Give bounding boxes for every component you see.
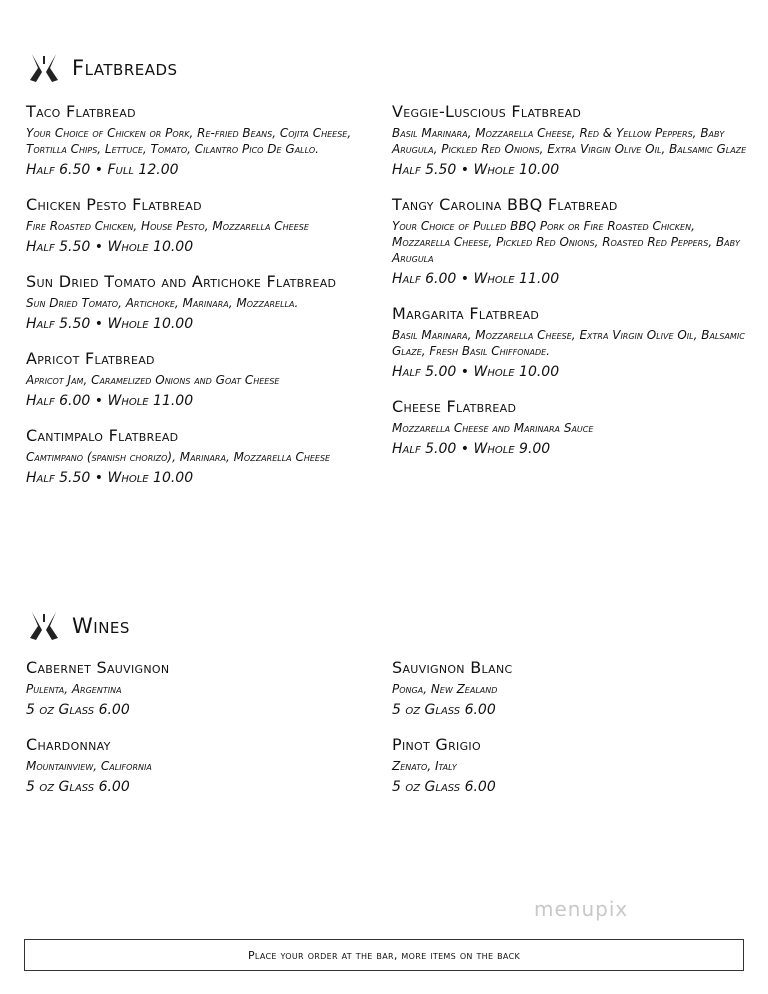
wines-header (26, 608, 130, 644)
wines-right-column (392, 658, 752, 812)
menu-item (392, 102, 752, 179)
item-description: Ponga, New Zealand (392, 682, 498, 696)
menu-item (26, 272, 386, 333)
item-name: Tangy Carolina BBQ Flatbread (392, 195, 618, 214)
item-price: Half 6.00 • Whole 11.00 (392, 271, 560, 287)
crossed-utensils-icon (26, 608, 62, 644)
item-description: Mountainview, California (26, 759, 152, 773)
item-price: Half 5.00 • Whole 10.00 (392, 364, 560, 380)
item-price: 5 oz Glass 6.00 (392, 779, 496, 795)
menu-item (392, 195, 752, 288)
item-name: Cantimpalo Flatbread (26, 426, 179, 445)
item-description: Zenato, Italy (392, 759, 457, 773)
item-name: Cheese Flatbread (392, 397, 517, 416)
item-description: Sun Dried Tomato, Artichoke, Marinara, Mozzarella. (26, 296, 299, 310)
item-name: Chardonnay (26, 735, 111, 754)
item-name: Sun Dried Tomato and Artichoke Flatbread (26, 272, 337, 291)
item-name: Sauvignon Blanc (392, 658, 513, 677)
item-description: Your Choice of Pulled BBQ Pork or Fire Roasted Chicken, Mozzarella Cheese, Pickled Red Onions, Roasted Red Peppers, Baby Arugula (392, 219, 740, 265)
section-title: Wines (72, 614, 130, 638)
menu-item (26, 426, 386, 487)
item-description: Fire Roasted Chicken, House Pesto, Mozzarella Cheese (26, 219, 309, 233)
footer-text: Place your order at the bar, more items on the back (248, 948, 520, 962)
item-price: Half 5.00 • Whole 9.00 (392, 441, 551, 457)
section-title: Flatbreads (72, 56, 178, 80)
menu-item (26, 349, 386, 410)
item-price: 5 oz Glass 6.00 (26, 702, 130, 718)
menu-item (26, 102, 386, 179)
item-name: Cabernet Sauvignon (26, 658, 170, 677)
item-name: Chicken Pesto Flatbread (26, 195, 202, 214)
item-name: Taco Flatbread (26, 102, 136, 121)
item-description: Your Choice of Chicken or Pork, Re-fried Beans, Cojita Cheese, Tortilla Chips, Lettuce, Tomato, Cilantro Pico De Gallo. (26, 126, 352, 156)
item-price: Half 5.50 • Whole 10.00 (26, 470, 194, 486)
footer-note (24, 939, 744, 971)
menu-item (392, 658, 752, 719)
item-description: Apricot Jam, Caramelized Onions and Goat Cheese (26, 373, 280, 387)
menu-item (26, 658, 386, 719)
menu-item (392, 735, 752, 796)
menu-item (26, 735, 386, 796)
menu-item (392, 304, 752, 381)
crossed-utensils-icon (26, 50, 62, 86)
item-description: Basil Marinara, Mozzarella Cheese, Extra Virgin Olive Oil, Balsamic Glaze, Fresh Basil Chiffonade. (392, 328, 745, 358)
item-name: Margarita Flatbread (392, 304, 540, 323)
item-description: Mozzarella Cheese and Marinara Sauce (392, 421, 594, 435)
flatbreads-left-column (26, 102, 386, 503)
flatbreads-right-column (392, 102, 752, 474)
item-price: Half 6.00 • Whole 11.00 (26, 393, 194, 409)
flatbreads-header (26, 50, 178, 86)
menu-item (26, 195, 386, 256)
menu-item (392, 397, 752, 458)
item-price: 5 oz Glass 6.00 (392, 702, 496, 718)
item-name: Veggie-Luscious Flatbread (392, 102, 582, 121)
item-price: Half 5.50 • Whole 10.00 (392, 162, 560, 178)
item-name: Pinot Grigio (392, 735, 481, 754)
item-description: Camtimpano (spanish chorizo), Marinara, Mozzarella Cheese (26, 450, 331, 464)
watermark: menupix (534, 897, 629, 921)
item-price: Half 5.50 • Whole 10.00 (26, 316, 194, 332)
item-price: 5 oz Glass 6.00 (26, 779, 130, 795)
wines-left-column (26, 658, 386, 812)
item-price: Half 5.50 • Whole 10.00 (26, 239, 194, 255)
item-description: Pulenta, Argentina (26, 682, 122, 696)
item-description: Basil Marinara, Mozzarella Cheese, Red & Yellow Peppers, Baby Arugula, Pickled Red Onions, Extra Virgin Olive Oil, Balsamic Glaze (392, 126, 747, 156)
item-price: Half 6.50 • Full 12.00 (26, 162, 179, 178)
item-name: Apricot Flatbread (26, 349, 155, 368)
